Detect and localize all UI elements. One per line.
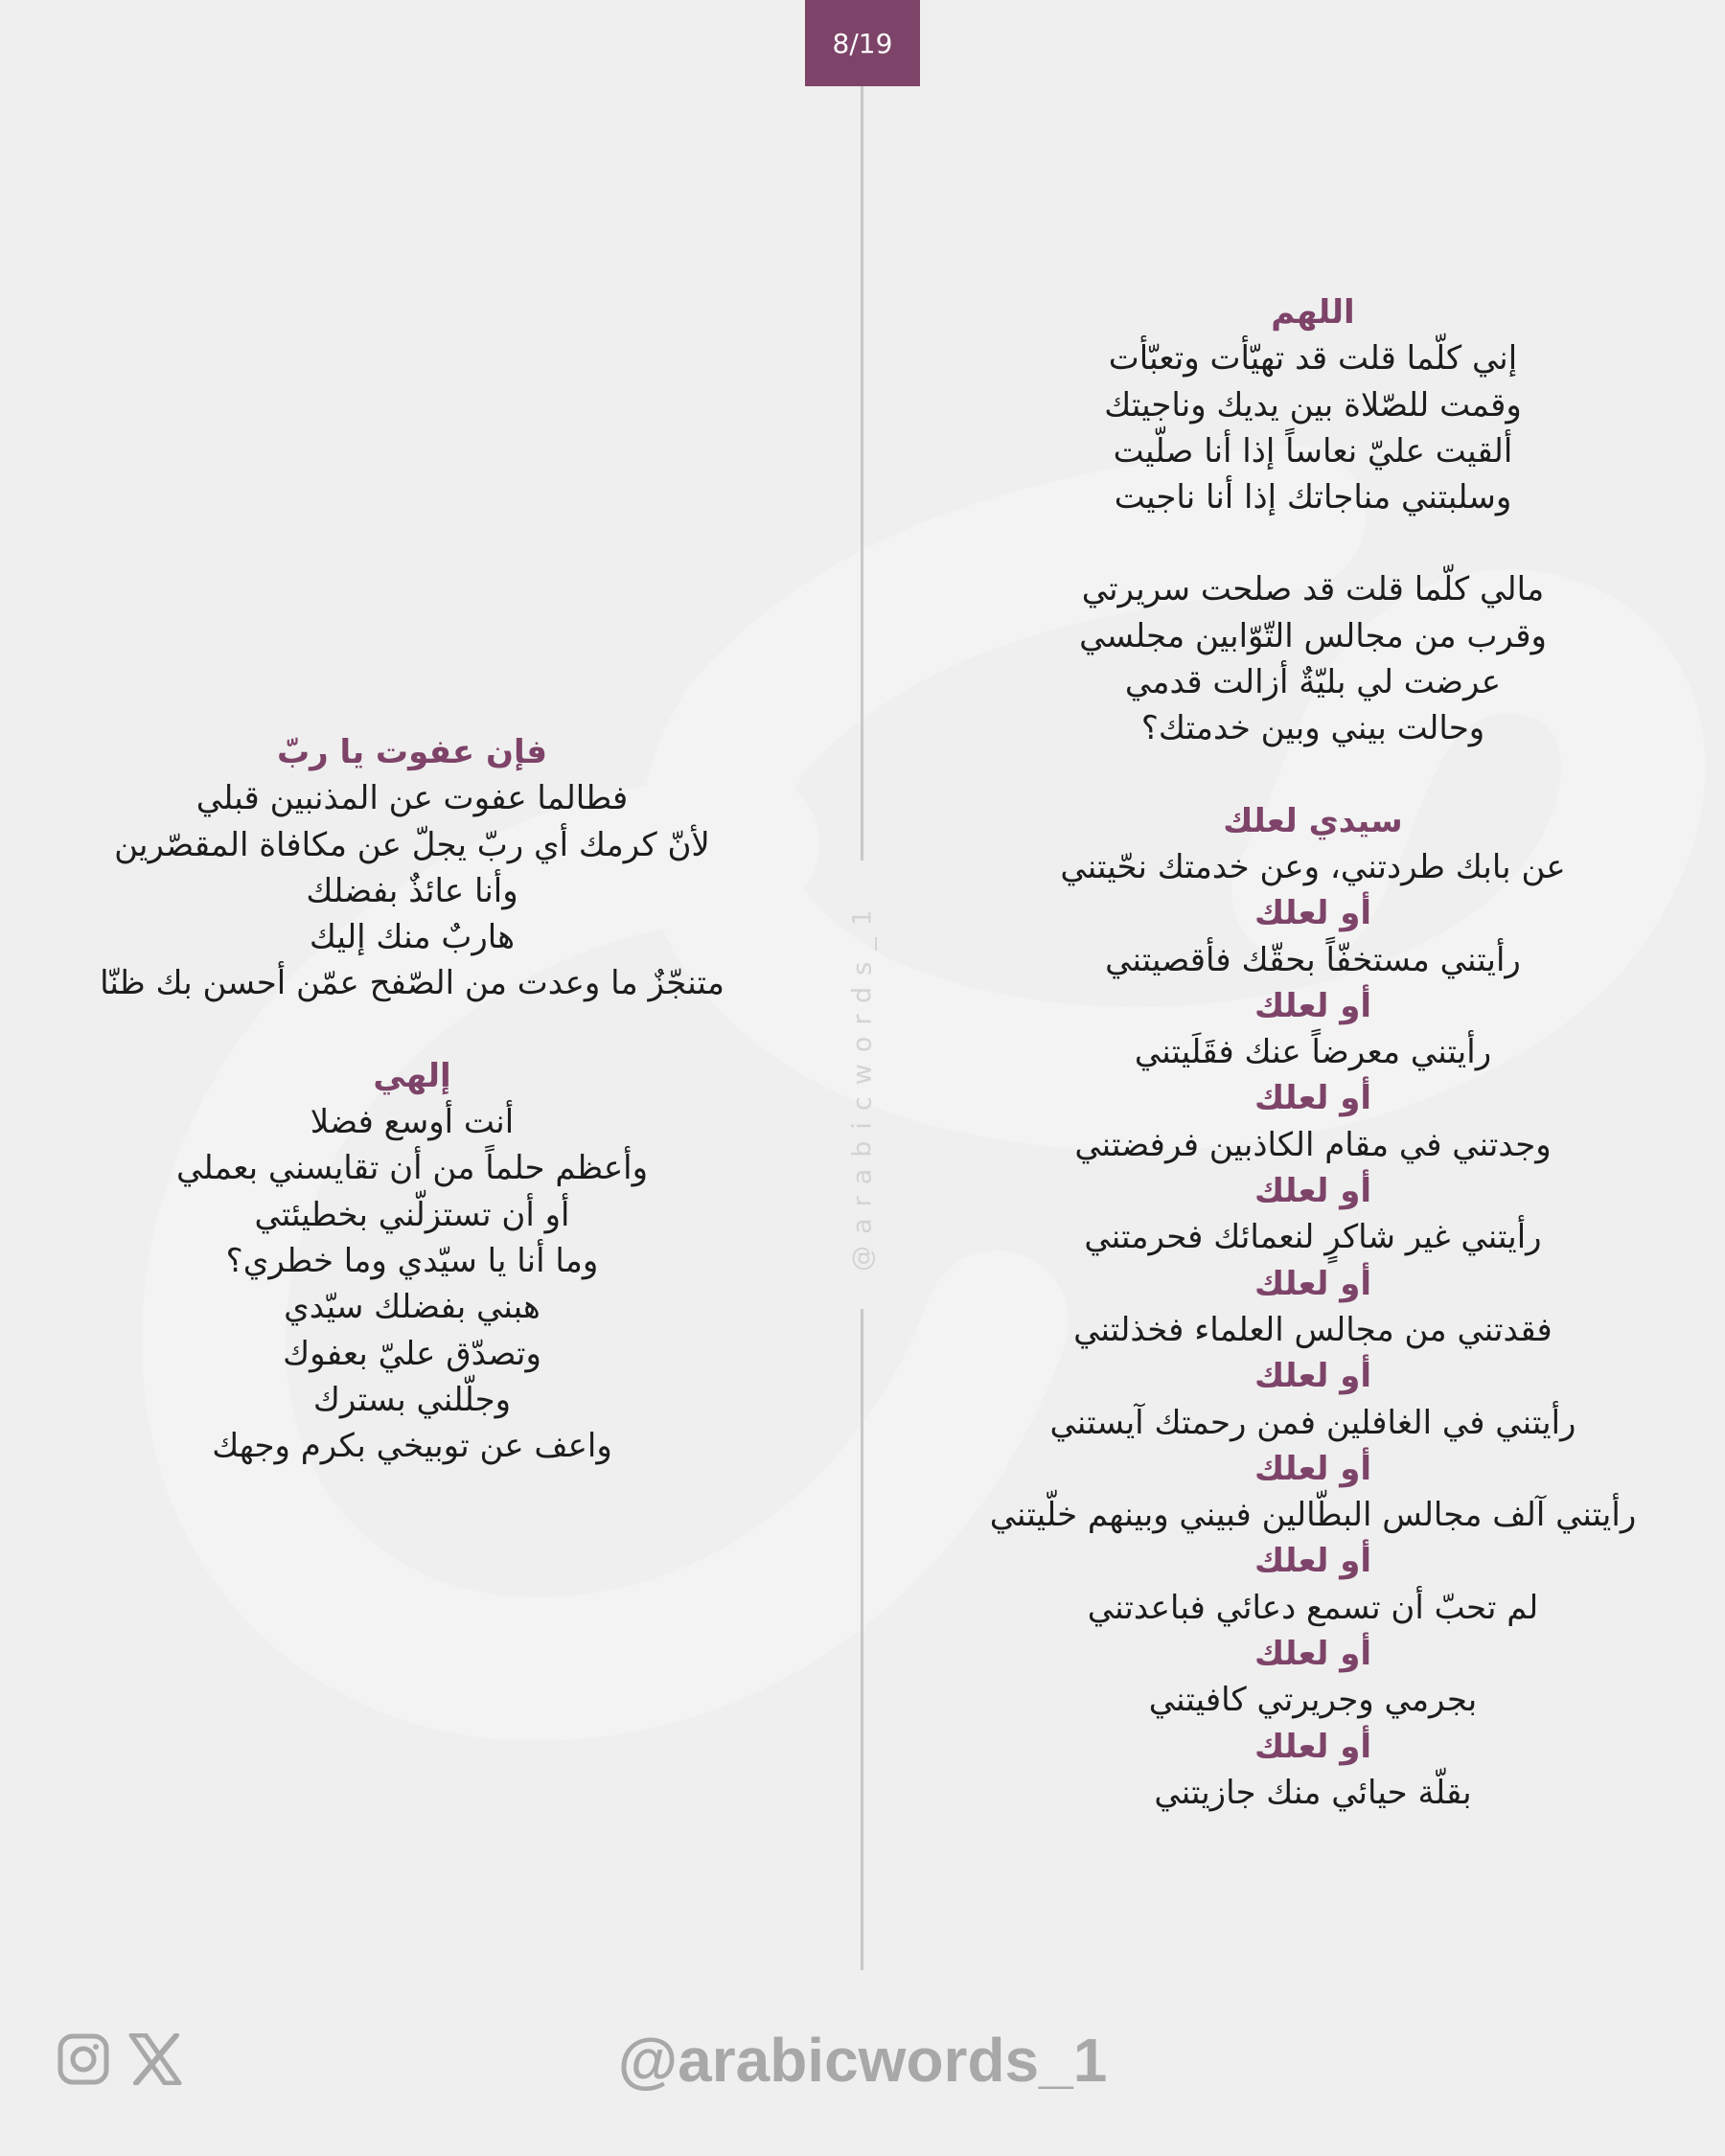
center-divider-bottom bbox=[861, 1309, 863, 1970]
verse-line: وما أنا يا سيّدي وما خطري؟ bbox=[225, 1241, 599, 1280]
left-column-text bbox=[38, 729, 786, 1469]
verse-line: وقرب من مجالس التّوّابين مجلسي bbox=[1079, 616, 1547, 655]
footer-handle: @arabicwords_1 bbox=[617, 2026, 1108, 2095]
verse-line: وسلبتني مناجاتك إذا أنا ناجيت bbox=[1114, 478, 1512, 517]
center-divider-top bbox=[861, 86, 863, 860]
verse-line: فطالما عفوت عن المذنبين قبلي bbox=[196, 779, 629, 818]
verse-line: رأيتني غير شاكرٍ لنعمائك فحرمتني bbox=[1084, 1218, 1542, 1257]
connector-aw-laallak: أو لعلك bbox=[1254, 1172, 1372, 1211]
verse-line: وجدتني في مقام الكاذبين فرفضتني bbox=[1074, 1125, 1552, 1164]
connector-aw-laallak: أو لعلك bbox=[1254, 1079, 1372, 1118]
heading-fa-in-afawta: فإن عفوت يا ربّ bbox=[276, 733, 547, 771]
connector-aw-laallak: أو لعلك bbox=[1254, 986, 1372, 1025]
verse-line: رأيتني معرضاً عنك فقَلَيتني bbox=[1134, 1033, 1492, 1072]
verse-line: بقلّة حيائي منك جازيتني bbox=[1154, 1773, 1472, 1812]
verse-line: هاربٌ منك إليك bbox=[309, 918, 516, 957]
verse-line: وتصدّق عليّ بعفوك bbox=[283, 1334, 541, 1373]
verse-line: ألقيت عليّ نعاساً إذا أنا صلّيت bbox=[1113, 431, 1513, 470]
verse-line: هبني بفضلك سيّدي bbox=[284, 1288, 540, 1327]
verse-line: متنجّزٌ ما وعدت من الصّفح عمّن أحسن بك ظنّا bbox=[100, 964, 724, 1003]
verse-line: بجرمي وجريرتي كافيتني bbox=[1148, 1681, 1478, 1720]
verse-line: لأنّ كرمك أي ربّ يجلّ عن مكافاة المقصّرين bbox=[114, 825, 710, 864]
verse-line: أنت أوسع فضلا bbox=[310, 1103, 515, 1142]
verse-line: رأيتني آلف مجالس البطّالين فبيني وبينهم خلّيتني bbox=[989, 1496, 1637, 1535]
heading-sayyidi: سيدي لعلك bbox=[1223, 801, 1403, 840]
verse-line: وحالت بيني وبين خدمتك؟ bbox=[1140, 709, 1485, 748]
verse-line: عرضت لي بليّةٌ أزالت قدمي bbox=[1124, 663, 1502, 702]
connector-aw-laallak: أو لعلك bbox=[1254, 1635, 1372, 1674]
connector-aw-laallak: أو لعلك bbox=[1254, 1727, 1372, 1766]
verse-line: عن بابك طردتني، وعن خدمتك نحّيتني bbox=[1060, 847, 1566, 886]
verse-line: لم تحبّ أن تسمع دعائي فباعدتني bbox=[1087, 1588, 1539, 1627]
connector-aw-laallak: أو لعلك bbox=[1254, 1357, 1372, 1396]
verse-line: وأنا عائذٌ بفضلك bbox=[306, 871, 518, 910]
verse-line: واعف عن توبيخي بكرم وجهك bbox=[212, 1427, 612, 1466]
verse-line: فقدتني من مجالس العلماء فخذلتني bbox=[1073, 1310, 1552, 1349]
heading-ilahi: إلهي bbox=[373, 1056, 451, 1095]
right-column-text bbox=[987, 289, 1639, 1816]
verse-line: وأعظم حلماً من أن تقايسني بعملي bbox=[175, 1149, 649, 1188]
verse-line: إني كلّما قلت قد تهيّأت وتعبّأت bbox=[1108, 339, 1518, 378]
verse-line: وقمت للصّلاة بين يديك وناجيتك bbox=[1104, 385, 1522, 424]
verse-line: أو أن تستزلّني بخطيئتي bbox=[254, 1195, 570, 1234]
connector-aw-laallak: أو لعلك bbox=[1254, 1264, 1372, 1303]
heading-allahumma: اللهم bbox=[1271, 293, 1355, 332]
connector-aw-laallak: أو لعلك bbox=[1254, 894, 1372, 933]
verse-line: وجلّلني بسترك bbox=[312, 1380, 512, 1419]
page-indicator: 8/19 bbox=[805, 0, 920, 86]
connector-aw-laallak: أو لعلك bbox=[1254, 1449, 1372, 1488]
verse-line: رأيتني مستخفّاً بحقّك فأقصيتني bbox=[1105, 940, 1521, 979]
verse-line: مالي كلّما قلت قد صلحت سريرتي bbox=[1081, 570, 1545, 609]
verse-line: رأيتني في الغافلين فمن رحمتك آيستني bbox=[1049, 1403, 1576, 1442]
connector-aw-laallak: أو لعلك bbox=[1254, 1542, 1372, 1581]
vertical-watermark-handle: @arabicwords_1 bbox=[847, 898, 878, 1272]
